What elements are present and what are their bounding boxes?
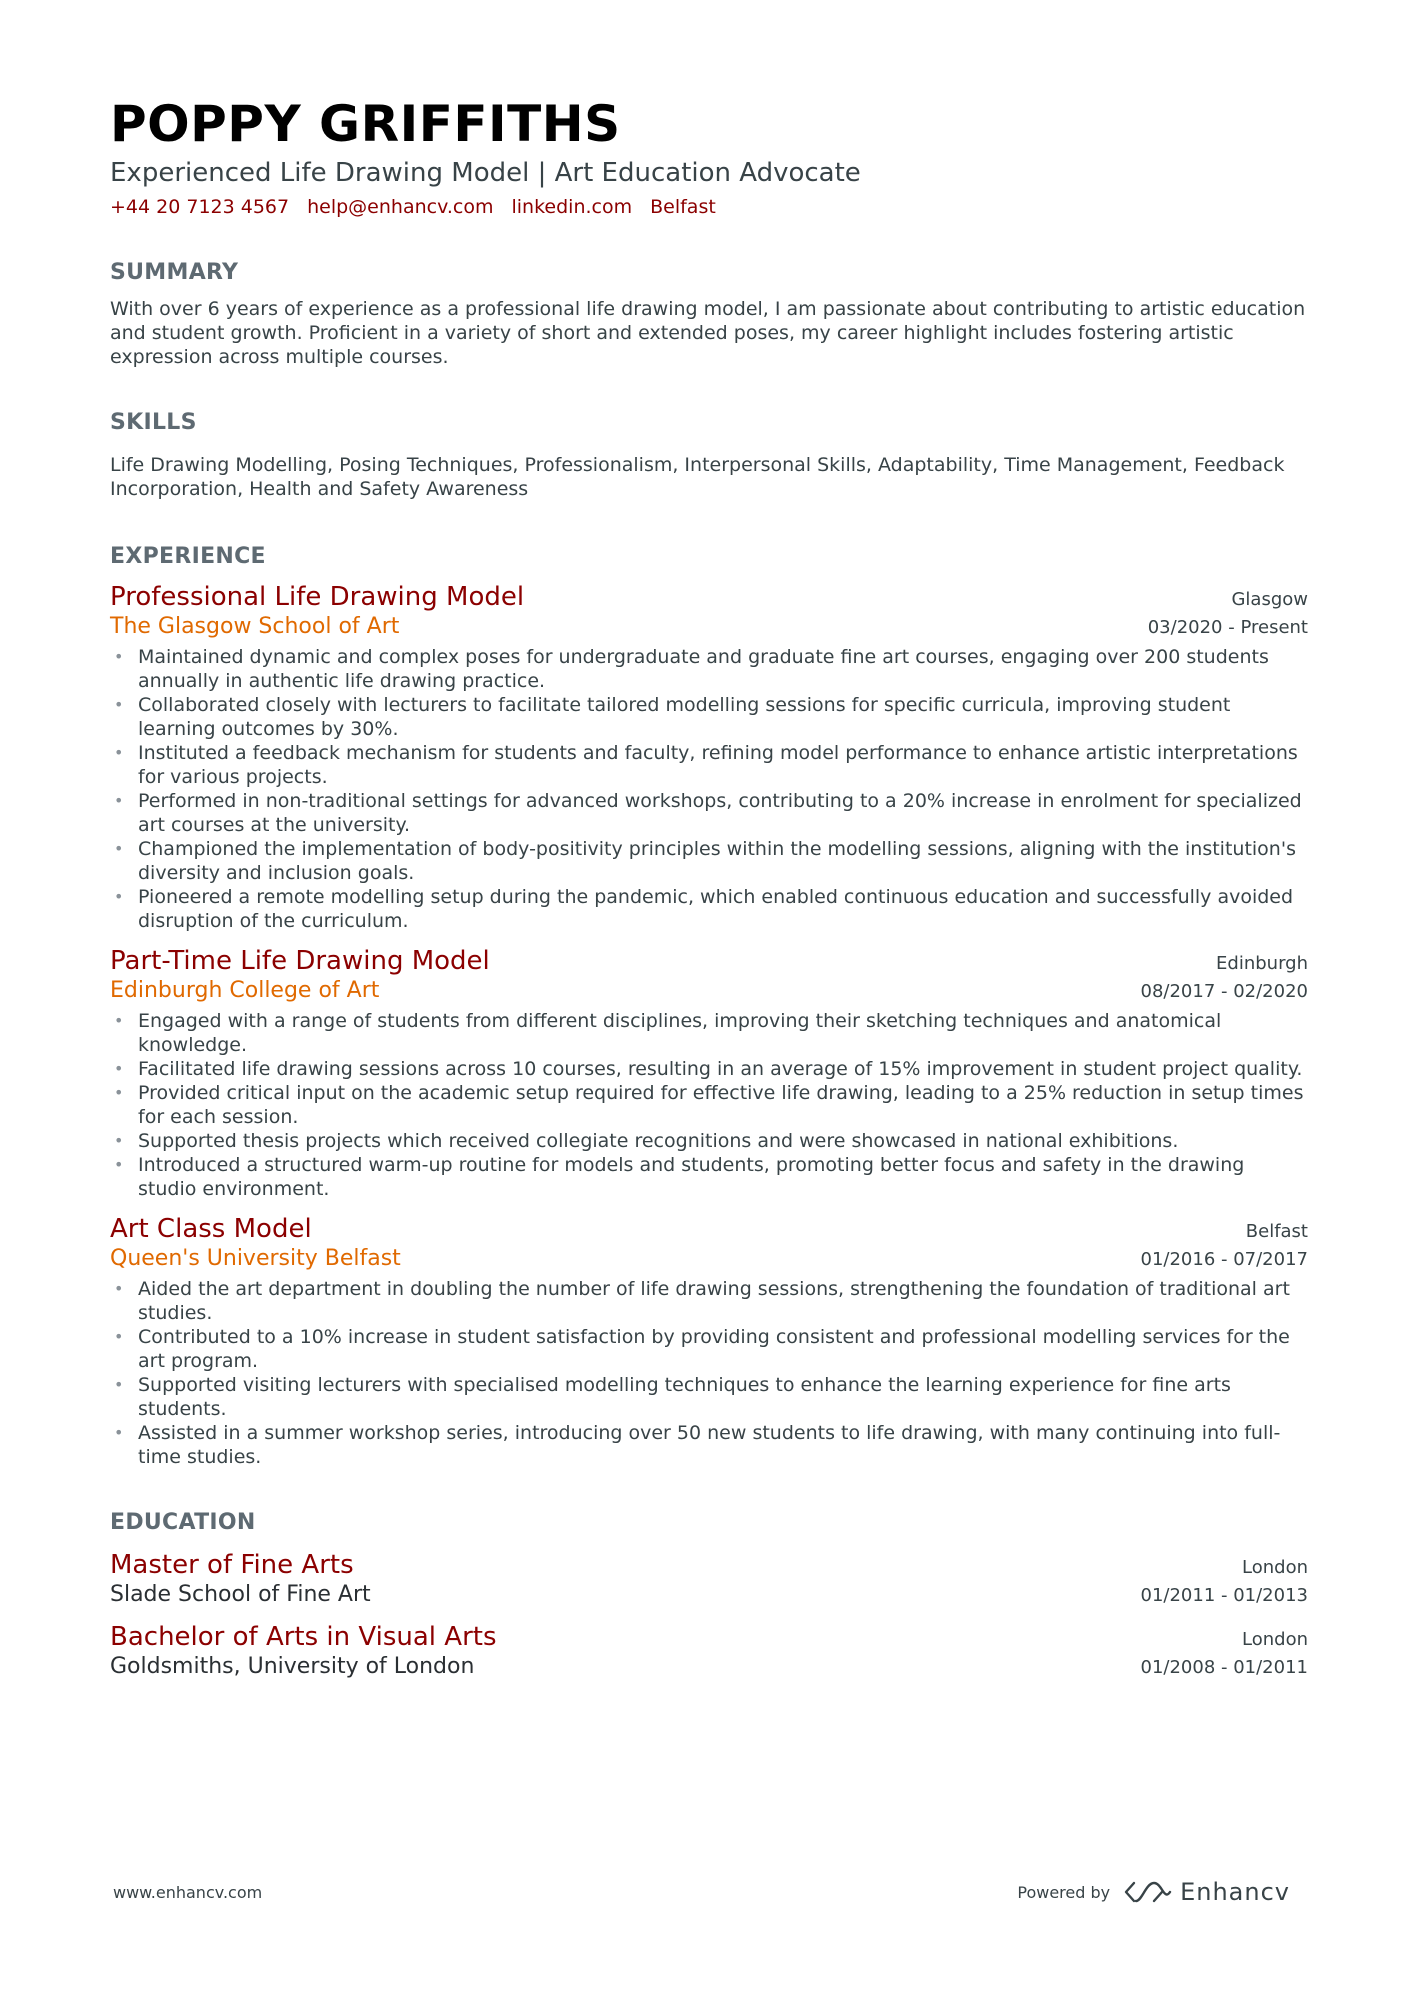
bullet-item: • Provided critical input on the academic setup required for effective life drawing, leading to a 25% reduction in setup times for each session. — [114, 1082, 1304, 1128]
brand-name: Enhancv — [1180, 1878, 1290, 1906]
bullet-dot-icon: • — [114, 1279, 124, 1298]
bullet-item: • Facilitated life drawing sessions across 10 courses, resulting in an average of 15% improvement in student project quality. — [114, 1058, 1303, 1080]
bullet-item: • Performed in non-traditional settings for advanced workshops, contributing to a 20% increase in enrolment for specialized art courses at the university. — [114, 790, 1302, 836]
skills-text: Life Drawing Modelling, Posing Techniques, Professionalism, Interpersonal Skills, Adaptability, Time Management, Feedback Incorporation, Health and Safety Awareness — [110, 454, 1285, 500]
bullet-dot-icon: • — [114, 887, 124, 906]
summary-section — [110, 259, 1308, 369]
education-institution: Goldsmiths, University of London — [110, 1654, 475, 1679]
bullet-dot-icon: • — [114, 1083, 124, 1102]
bullet-dot-icon: • — [114, 791, 124, 810]
education-dates: 01/2008 - 01/2011 — [1140, 1657, 1308, 1678]
footer-website-link[interactable]: www.enhancv.com — [113, 1882, 263, 1902]
bullet-item: • Championed the implementation of body-positivity principles within the modelling sessions, aligning with the institution's diversity and inclusion goals. — [114, 838, 1296, 884]
education-section — [110, 1509, 1308, 1681]
job-bullets — [110, 1009, 1308, 1201]
degree-title: Bachelor of Arts in Visual Arts — [110, 1622, 497, 1652]
education-institution: Slade School of Fine Art — [110, 1582, 371, 1607]
job-company: Queen's University Belfast — [110, 1246, 401, 1271]
job-entry — [110, 945, 1308, 1201]
job-bullets — [110, 645, 1308, 933]
job-role: Art Class Model — [110, 1214, 312, 1244]
bullet-dot-icon: • — [114, 695, 124, 714]
job-dates: 01/2016 - 07/2017 — [1140, 1249, 1308, 1270]
summary-text: With over 6 years of experience as a professional life drawing model, I am passionate about contributing to artistic education and student growth. Proficient in a variety of short and extended poses, my career highlight includes fostering artistic expression across multiple courses. — [110, 298, 1306, 368]
headline: Experienced Life Drawing Model | Art Education Advocate — [110, 158, 861, 188]
degree-title: Master of Fine Arts — [110, 1550, 354, 1580]
skills-section — [110, 409, 1308, 501]
page-footer — [113, 1878, 1290, 1906]
bullet-item: • Pioneered a remote modelling setup during the pandemic, which enabled continuous education and successfully avoided disruption of the curriculum. — [114, 886, 1294, 932]
bullet-item: • Contributed to a 10% increase in student satisfaction by providing consistent and professional modelling services for the art program. — [114, 1326, 1290, 1372]
bullet-dot-icon: • — [114, 647, 124, 666]
powered-by — [1017, 1878, 1290, 1906]
bullet-dot-icon: • — [114, 1423, 124, 1442]
powered-by-label: Powered by — [1017, 1882, 1111, 1902]
contact-linkedin[interactable]: linkedin.com — [511, 196, 633, 218]
candidate-name: POPPY GRIFFITHS — [110, 95, 621, 153]
education-location: London — [1242, 1557, 1308, 1578]
bullet-item: • Aided the art department in doubling the number of life drawing sessions, strengthening the foundation of traditional art studies. — [114, 1278, 1290, 1324]
experience-title: EXPERIENCE — [110, 544, 266, 569]
bullet-dot-icon: • — [114, 743, 124, 762]
education-entry — [110, 1621, 1308, 1681]
bullet-item: • Supported thesis projects which received collegiate recognitions and were showcased in national exhibitions. — [114, 1130, 1179, 1152]
education-entry — [110, 1549, 1308, 1609]
contact-location: Belfast — [650, 196, 716, 218]
education-location: London — [1242, 1629, 1308, 1650]
summary-title: SUMMARY — [110, 260, 239, 285]
contact-info — [110, 195, 1308, 219]
education-dates: 01/2011 - 01/2013 — [1140, 1585, 1308, 1606]
job-bullets — [110, 1277, 1308, 1469]
bullet-item: • Instituted a feedback mechanism for students and faculty, refining model performance to enhance artistic interpretations for various projects. — [114, 742, 1298, 788]
job-company: The Glasgow School of Art — [110, 614, 400, 639]
bullet-dot-icon: • — [114, 1327, 124, 1346]
job-dates: 03/2020 - Present — [1147, 617, 1308, 638]
bullet-item: • Collaborated closely with lecturers to facilitate tailored modelling sessions for specific curricula, improving student learning outcomes by 30%. — [114, 694, 1231, 740]
bullet-dot-icon: • — [114, 1011, 124, 1030]
experience-section — [110, 543, 1308, 1469]
bullet-item: • Engaged with a range of students from different disciplines, improving their sketching techniques and anatomical knowledge. — [114, 1010, 1222, 1056]
brand-logo[interactable] — [1124, 1878, 1290, 1906]
education-title: EDUCATION — [110, 1510, 256, 1535]
bullet-item: • Assisted in a summer workshop series, introducing over 50 new students to life drawing, with many continuing into full-time studies. — [114, 1422, 1281, 1468]
bullet-dot-icon: • — [114, 1131, 124, 1150]
contact-phone[interactable]: +44 20 7123 4567 — [110, 196, 290, 218]
bullet-item: • Supported visiting lecturers with specialised modelling techniques to enhance the learning experience for fine arts students. — [114, 1374, 1231, 1420]
job-company: Edinburgh College of Art — [110, 978, 380, 1003]
resume-page — [110, 95, 1308, 1681]
bullet-dot-icon: • — [114, 1375, 124, 1394]
contact-email[interactable]: help@enhancv.com — [307, 196, 494, 218]
job-entry — [110, 1213, 1308, 1469]
enhancv-logo-icon — [1124, 1879, 1172, 1905]
skills-title: SKILLS — [110, 410, 197, 435]
job-location: Glasgow — [1231, 589, 1308, 610]
bullet-item: • Maintained dynamic and complex poses for undergraduate and graduate fine art courses, engaging over 200 students annually in authentic life drawing practice. — [114, 646, 1269, 692]
bullet-dot-icon: • — [114, 839, 124, 858]
job-dates: 08/2017 - 02/2020 — [1140, 981, 1308, 1002]
job-entry — [110, 581, 1308, 933]
bullet-dot-icon: • — [114, 1155, 124, 1174]
bullet-item: • Introduced a structured warm-up routine for models and students, promoting better focus and safety in the drawing studio environment. — [114, 1154, 1245, 1200]
bullet-dot-icon: • — [114, 1059, 124, 1078]
job-role: Professional Life Drawing Model — [110, 582, 525, 612]
job-location: Belfast — [1245, 1221, 1308, 1242]
job-location: Edinburgh — [1216, 953, 1308, 974]
job-role: Part-Time Life Drawing Model — [110, 946, 490, 976]
